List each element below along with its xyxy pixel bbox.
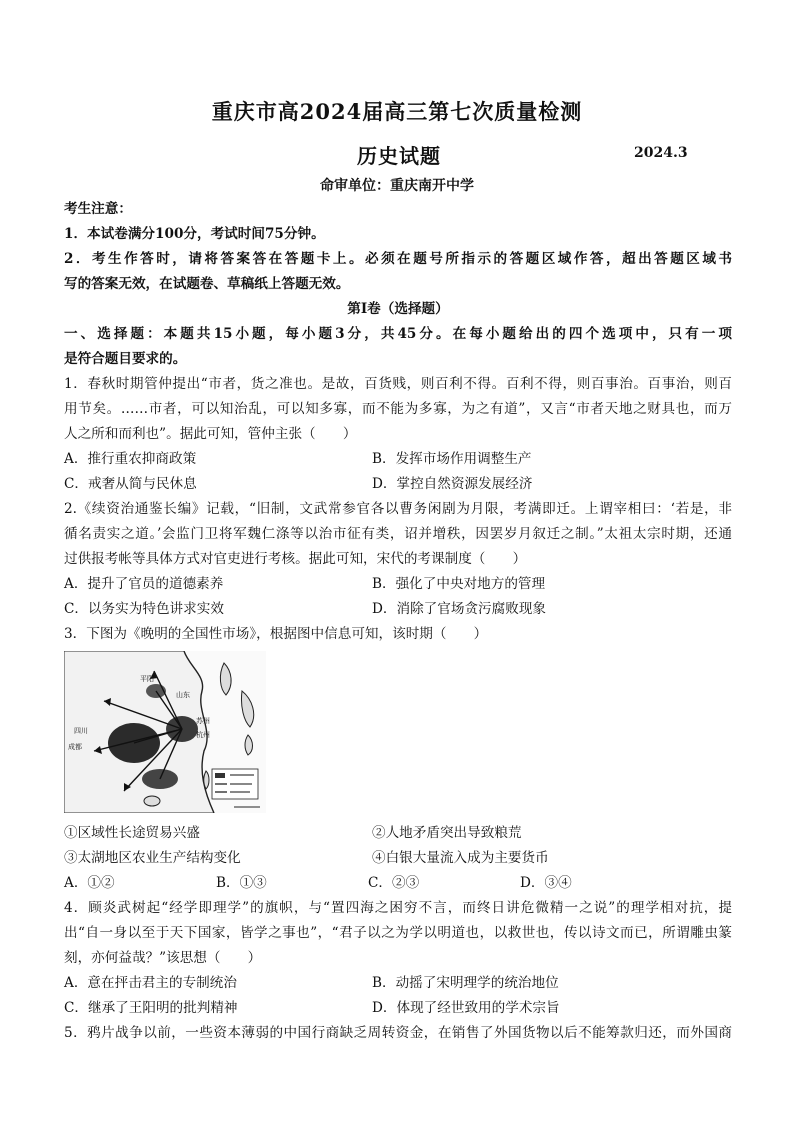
q2-stem-line-1: 2.《续资治通鉴长编》记载，“旧制，文武常参官各以曹务闲剧为月限，考满即迁。上谓宰相曰：‘若是，非 xyxy=(64,501,732,517)
q4-option-a: A．意在抨击君主的专制统治 xyxy=(64,975,237,991)
q1-option-c: C．戒奢从简与民休息 xyxy=(64,476,197,492)
q3-statements-row-1 xyxy=(64,821,732,846)
q1-options-row-2 xyxy=(64,472,732,497)
q1-option-d: D．掌控自然资源发展经济 xyxy=(372,476,533,492)
exam-title: 重庆市高2024届高三第七次质量检测 xyxy=(211,99,583,124)
map-label-pingyang: 平阳 xyxy=(140,675,154,683)
map-label-sichuan: 四川 xyxy=(74,727,88,735)
q1-stem-line-2: 用节矣。……市者，可以知治乱，可以知多寡，而不能为多寡，为之有道”，又言“市者天地之财具也，而万 xyxy=(64,401,732,417)
q4-option-c: C．继承了王阳明的批判精神 xyxy=(64,1000,238,1016)
q3-option-b: B．①③ xyxy=(216,875,267,891)
exam-subject: 历史试题 xyxy=(357,144,441,168)
q2-options-row-1 xyxy=(64,572,732,597)
q5-stem-line-1: 5．鸦片战争以前，一些资本薄弱的中国行商缺乏周转资金，在销售了外国货物以后不能筹款归还，而外国商 xyxy=(64,1025,732,1041)
q3-stem: 3．下图为《晚明的全国性市场》，根据图中信息可知，该时期（ ） xyxy=(64,626,488,642)
q4-stem-line-2: 出“自一身以至于天下国家，皆学之事也”，“君子以之为学以明道也，以救世也，传以诗文而已，所谓雕虫篆 xyxy=(64,925,732,941)
map-label-hangzhou: 杭州 xyxy=(196,731,210,739)
q3-statement-4: ④白银大量流入成为主要货币 xyxy=(372,850,549,866)
map-label-chengdu: 成都 xyxy=(68,743,82,751)
section-title: 第Ⅰ卷（选择题） xyxy=(347,301,449,317)
notice-item-1: 1．本试卷满分100分，考试时间75分钟。 xyxy=(64,226,325,242)
q2-stem-line-3: 过供报考帐等具体方式对官吏进行考核。据此可知，宋代的考课制度（ ） xyxy=(64,551,527,567)
q1-stem-line-1: 1．春秋时期管仲提出“市者，货之准也。是故，百货贱，则百利不得。百利不得，则百事治。百事治，则百 xyxy=(64,376,732,392)
map-label-suzhou: 苏州 xyxy=(196,717,210,725)
q2-option-b: B．强化了中央对地方的管理 xyxy=(372,576,546,592)
q3-statements-row-2 xyxy=(64,846,732,871)
q2-option-d: D．消除了官场贪污腐败现象 xyxy=(372,601,547,617)
map-label-shandong: 山东 xyxy=(176,691,190,699)
late-ming-market-map xyxy=(64,651,266,813)
q1-stem-line-3: 人之所和而利也”。据此可知，管仲主张（ ） xyxy=(64,426,357,442)
q1-option-a: A．推行重农抑商政策 xyxy=(64,451,197,467)
q3-map-figure xyxy=(64,651,732,819)
q3-option-a: A．①② xyxy=(64,875,115,891)
q2-options-row-2 xyxy=(64,597,732,622)
q3-option-d: D．③④ xyxy=(520,875,572,891)
q4-option-d: D．体现了经世致用的学术宗旨 xyxy=(372,1000,560,1016)
q3-statement-3: ③太湖地区农业生产结构变化 xyxy=(64,850,241,866)
q4-options-row-1 xyxy=(64,971,732,996)
section-intro-line-1: 一、选择题：本题共15小题，每小题3分，共45分。在每小题给出的四个选项中，只有一项 xyxy=(64,326,732,342)
q4-stem-line-1: 4．顾炎武树起“经学即理学”的旗帜，与“置四海之困穷不言，而终日讲危微精一之说”的理学相对抗，提 xyxy=(64,900,732,916)
exam-date: 2024.3 xyxy=(634,145,688,161)
q2-option-c: C．以务实为特色讲求实效 xyxy=(64,601,224,617)
notice-item-2-line-1: 2．考生作答时，请将答案答在答题卡上。必须在题号所指示的答题区域作答，超出答题区域书 xyxy=(64,251,732,267)
exam-body xyxy=(64,197,732,1046)
notice-item-2-line-2: 写的答案无效，在试题卷、草稿纸上答题无效。 xyxy=(64,276,350,292)
q4-stem-line-3: 刻，亦何益哉？”该思想（ ） xyxy=(64,950,262,966)
q1-option-b: B．发挥市场作用调整生产 xyxy=(372,451,532,467)
q3-options-row xyxy=(64,871,732,896)
q3-statement-1: ①区域性长途贸易兴盛 xyxy=(64,825,200,841)
notice-heading: 考生注意： xyxy=(64,201,132,217)
q2-option-a: A．提升了官员的道德素养 xyxy=(64,576,224,592)
q3-statement-2: ②人地矛盾突出导致粮荒 xyxy=(372,825,522,841)
q4-options-row-2 xyxy=(64,996,732,1021)
q4-option-b: B．动摇了宋明理学的统治地位 xyxy=(372,975,559,991)
q3-option-c: C．②③ xyxy=(368,875,420,891)
q2-stem-line-2: 循名责实之道。’会监门卫将军魏仁涤等以治市征有类，诏并增秩，因罢岁月叙迁之制。”太祖太宗时期，还通 xyxy=(64,526,732,542)
exam-unit: 命审单位：重庆南开中学 xyxy=(320,178,474,194)
q1-options-row-1 xyxy=(64,447,732,472)
section-intro-line-2: 是符合题目要求的。 xyxy=(64,351,187,367)
